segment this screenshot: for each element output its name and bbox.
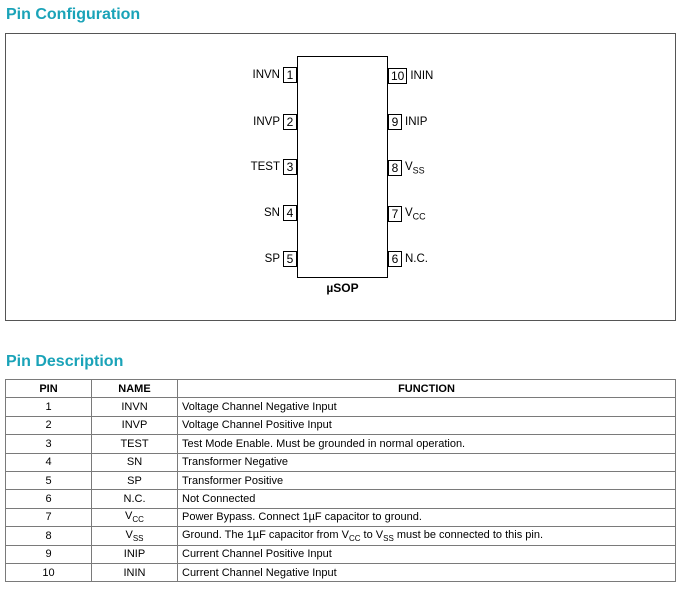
pin-label: $V_{CC}$	[405, 206, 426, 222]
pin-label: TEST	[250, 161, 280, 173]
cell-function: Current Channel Positive Input	[178, 545, 676, 563]
pin-4	[264, 205, 297, 221]
pin-10	[388, 68, 433, 84]
pin-label: $V_{SS}$	[405, 160, 425, 176]
cell-function: Current Channel Negative Input	[178, 563, 676, 581]
cell-name: SP	[92, 471, 178, 489]
cell-pin: 8	[6, 527, 92, 545]
pin-description-title: Pin Description	[6, 353, 124, 370]
pin-number: 9	[388, 114, 402, 130]
subscript: CC	[348, 533, 361, 543]
pin-number: 1	[283, 67, 297, 83]
cell-name: $V_{CC}$	[92, 508, 178, 526]
cell-function: Voltage Channel Positive Input	[178, 416, 676, 434]
cell-name: INVN	[92, 398, 178, 416]
cell-pin: 10	[6, 563, 92, 581]
table-row	[6, 435, 676, 453]
cell-pin: 4	[6, 453, 92, 471]
subscript: CC	[132, 515, 144, 525]
table-row	[6, 416, 676, 434]
pin-description-table	[5, 379, 676, 582]
pin-number: 4	[283, 205, 297, 221]
cell-pin: 7	[6, 508, 92, 526]
pin-5	[265, 251, 297, 267]
pin-6	[388, 251, 428, 267]
table-header-row	[6, 380, 676, 398]
cell-function: Not Connected	[178, 490, 676, 508]
header-name: NAME	[92, 380, 178, 398]
pin-number: 6	[388, 251, 402, 267]
pin-label: SP	[264, 253, 280, 265]
table-row	[6, 527, 676, 545]
pin-3	[251, 159, 297, 175]
package-label: µSOP	[326, 281, 359, 295]
chip-body	[297, 56, 388, 278]
subscript: SS	[383, 533, 394, 543]
pin-number: 5	[283, 251, 297, 267]
cell-function: Ground. The 1µF capacitor from $V_{CC}$ to $V_{SS}$ must be connected to this pin.	[178, 527, 676, 545]
table-row	[6, 508, 676, 526]
cell-function: Transformer Positive	[178, 471, 676, 489]
pin-number: 3	[283, 159, 297, 175]
subscript: SS	[132, 533, 144, 543]
table-row	[6, 545, 676, 563]
pin-number: 10	[388, 68, 407, 84]
pin-9	[388, 114, 427, 130]
cell-pin: 2	[6, 416, 92, 434]
cell-pin: 3	[6, 435, 92, 453]
cell-name: INVP	[92, 416, 178, 434]
subscript: CC	[412, 211, 426, 222]
table-row	[6, 471, 676, 489]
pin-label: N.C.	[405, 253, 428, 265]
pin-2	[253, 114, 297, 130]
pin-label: INIP	[405, 116, 428, 128]
table-row	[6, 453, 676, 471]
pin-1	[253, 67, 297, 83]
table-row	[6, 490, 676, 508]
pin-label: INVN	[252, 69, 280, 81]
table-row	[6, 398, 676, 416]
cell-function: Power Bypass. Connect 1µF capacitor to ground.	[178, 508, 676, 526]
pin-7	[388, 206, 426, 222]
pin-number: 7	[388, 206, 402, 222]
cell-pin: 9	[6, 545, 92, 563]
pin-number: 8	[388, 160, 402, 176]
table-row	[6, 563, 676, 581]
header-function: FUNCTION	[178, 380, 676, 398]
cell-function: Transformer Negative	[178, 453, 676, 471]
pin-label: INVP	[253, 116, 280, 128]
cell-pin: 1	[6, 398, 92, 416]
cell-pin: 5	[6, 471, 92, 489]
cell-pin: 6	[6, 490, 92, 508]
pin-8	[388, 160, 425, 176]
cell-name: TEST	[92, 435, 178, 453]
pin-label: SN	[264, 207, 280, 219]
cell-name: N.C.	[92, 490, 178, 508]
cell-name: ININ	[92, 563, 178, 581]
pin-label: ININ	[410, 70, 434, 82]
pin-configuration-title: Pin Configuration	[6, 6, 141, 23]
subscript: SS	[412, 165, 425, 176]
cell-function: Voltage Channel Negative Input	[178, 398, 676, 416]
cell-name: SN	[92, 453, 178, 471]
header-pin: PIN	[6, 380, 92, 398]
cell-function: Test Mode Enable. Must be grounded in normal operation.	[178, 435, 676, 453]
cell-name: $V_{SS}$	[92, 527, 178, 545]
pin-number: 2	[283, 114, 297, 130]
cell-name: INIP	[92, 545, 178, 563]
